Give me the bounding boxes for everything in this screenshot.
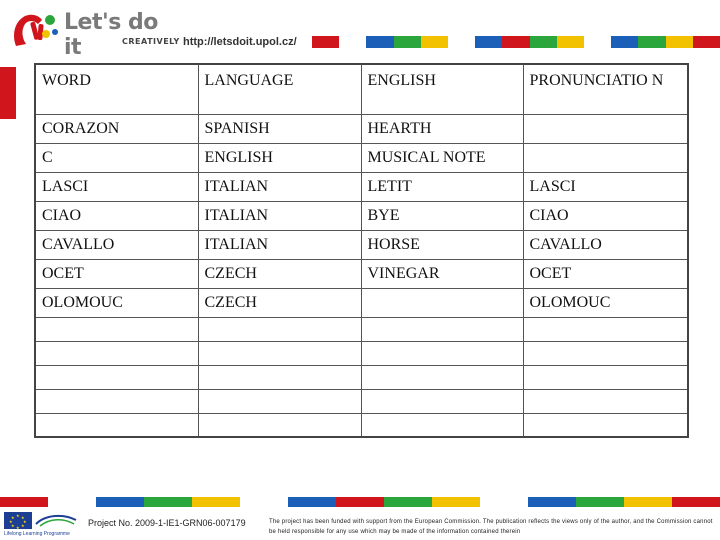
table-cell: LASCI [523, 172, 688, 201]
empty-cell [361, 365, 523, 389]
logo-title: Let's do it [64, 10, 158, 60]
table-cell [361, 288, 523, 317]
disclaimer-text: The project has been funded with support from the European Commission. The publication reflects the views only of the author, and the Commission cannot be held responsible for any use which may be made of the information contained therein [269, 519, 713, 535]
table-cell [523, 114, 688, 143]
table-cell: VINEGAR [361, 259, 523, 288]
table-cell: OLOMOUC [35, 288, 198, 317]
table-row [35, 201, 688, 230]
table-cell: OCET [35, 259, 198, 288]
empty-cell [361, 341, 523, 365]
site-url[interactable]: http://letsdoit.upol.cz/ [183, 36, 297, 48]
stripe-segment [384, 497, 432, 507]
stripe-segment [528, 497, 576, 507]
table-cell: ITALIAN [198, 230, 361, 259]
table-cell: BYE [361, 201, 523, 230]
stripe-segment [96, 497, 144, 507]
table-cell: LASCI [35, 172, 198, 201]
table-cell: HORSE [361, 230, 523, 259]
stripe-segment [475, 36, 503, 48]
table-cell: CZECH [198, 288, 361, 317]
stripe-segment [192, 497, 240, 507]
table-cell: OLOMOUC [523, 288, 688, 317]
empty-table-row [35, 365, 688, 389]
table-cell: ITALIAN [198, 201, 361, 230]
eu-flag-icon: ★ ★ ★ ★ ★ ★ ★ ★ [4, 512, 32, 529]
table-cell: CIAO [523, 201, 688, 230]
hand-logo-icon [10, 10, 60, 50]
header-english: ENGLISH [361, 64, 523, 114]
empty-cell [198, 413, 361, 437]
table-cell: LETIT [361, 172, 523, 201]
stripe-segment [336, 497, 384, 507]
table-cell: MUSICAL NOTE [361, 143, 523, 172]
empty-cell [198, 317, 361, 341]
empty-cell [198, 389, 361, 413]
empty-cell [198, 341, 361, 365]
logo [10, 10, 180, 60]
vocabulary-table [34, 63, 689, 438]
table-cell: CORAZON [35, 114, 198, 143]
stripe-segment [394, 36, 422, 48]
table-cell: CIAO [35, 201, 198, 230]
table-row [35, 259, 688, 288]
table-cell: ITALIAN [198, 172, 361, 201]
table-row [35, 114, 688, 143]
empty-cell [198, 365, 361, 389]
stripe-segment [0, 497, 48, 507]
stripe-segment [557, 36, 585, 48]
empty-table-row [35, 317, 688, 341]
empty-table-row [35, 413, 688, 437]
empty-cell [35, 389, 198, 413]
empty-cell [35, 317, 198, 341]
table-cell: SPANISH [198, 114, 361, 143]
llp-label: Lifelong Learning Programme [4, 531, 70, 537]
table-cell: CAVALLO [523, 230, 688, 259]
empty-cell [523, 365, 688, 389]
empty-table-row [35, 341, 688, 365]
table-cell: CAVALLO [35, 230, 198, 259]
stripe-segment [480, 497, 528, 507]
table-cell: C [35, 143, 198, 172]
table-cell [523, 143, 688, 172]
stripe-segment [48, 497, 96, 507]
stripe-segment [339, 36, 367, 48]
empty-cell [361, 317, 523, 341]
empty-cell [35, 341, 198, 365]
table-cell: ENGLISH [198, 143, 361, 172]
stripe-segment [530, 36, 558, 48]
empty-cell [523, 317, 688, 341]
table-cell: OCET [523, 259, 688, 288]
stripe-segment [502, 36, 530, 48]
header-word: WORD [35, 64, 198, 114]
empty-cell [35, 413, 198, 437]
stripe-segment [672, 497, 720, 507]
empty-cell [35, 365, 198, 389]
stripe-segment [666, 36, 694, 48]
stripe-segment [312, 36, 340, 48]
empty-table-row [35, 389, 688, 413]
empty-cell [523, 389, 688, 413]
empty-cell [361, 413, 523, 437]
table-row [35, 172, 688, 201]
table-row [35, 288, 688, 317]
stripe-segment [288, 497, 336, 507]
stripe-segment [421, 36, 449, 48]
logo-subtitle: CREATIVELY [122, 37, 180, 46]
table-cell: CZECH [198, 259, 361, 288]
stripe-segment [432, 497, 480, 507]
table-row [35, 143, 688, 172]
project-number: Project No. 2009-1-IE1-GRN06-007179 [88, 518, 246, 528]
table-row [35, 230, 688, 259]
stripe-segment [611, 36, 639, 48]
stripe-segment [366, 36, 394, 48]
stripe-segment [144, 497, 192, 507]
stripe-segment [638, 36, 666, 48]
empty-cell [361, 389, 523, 413]
stripe-segment [624, 497, 672, 507]
stripe-segment [584, 36, 612, 48]
header-language: LANGUAGE [198, 64, 361, 114]
stripe-segment [240, 497, 288, 507]
empty-cell [523, 341, 688, 365]
stripe-segment [448, 36, 476, 48]
llp-logo-icon [34, 512, 78, 528]
table-header-row [35, 64, 688, 114]
side-accent-bar [0, 67, 16, 119]
stripe-segment [576, 497, 624, 507]
empty-cell [523, 413, 688, 437]
stripe-segment [693, 36, 720, 48]
header-pronunciation: PRONUNCIATIO N [523, 64, 688, 114]
table-cell: HEARTH [361, 114, 523, 143]
